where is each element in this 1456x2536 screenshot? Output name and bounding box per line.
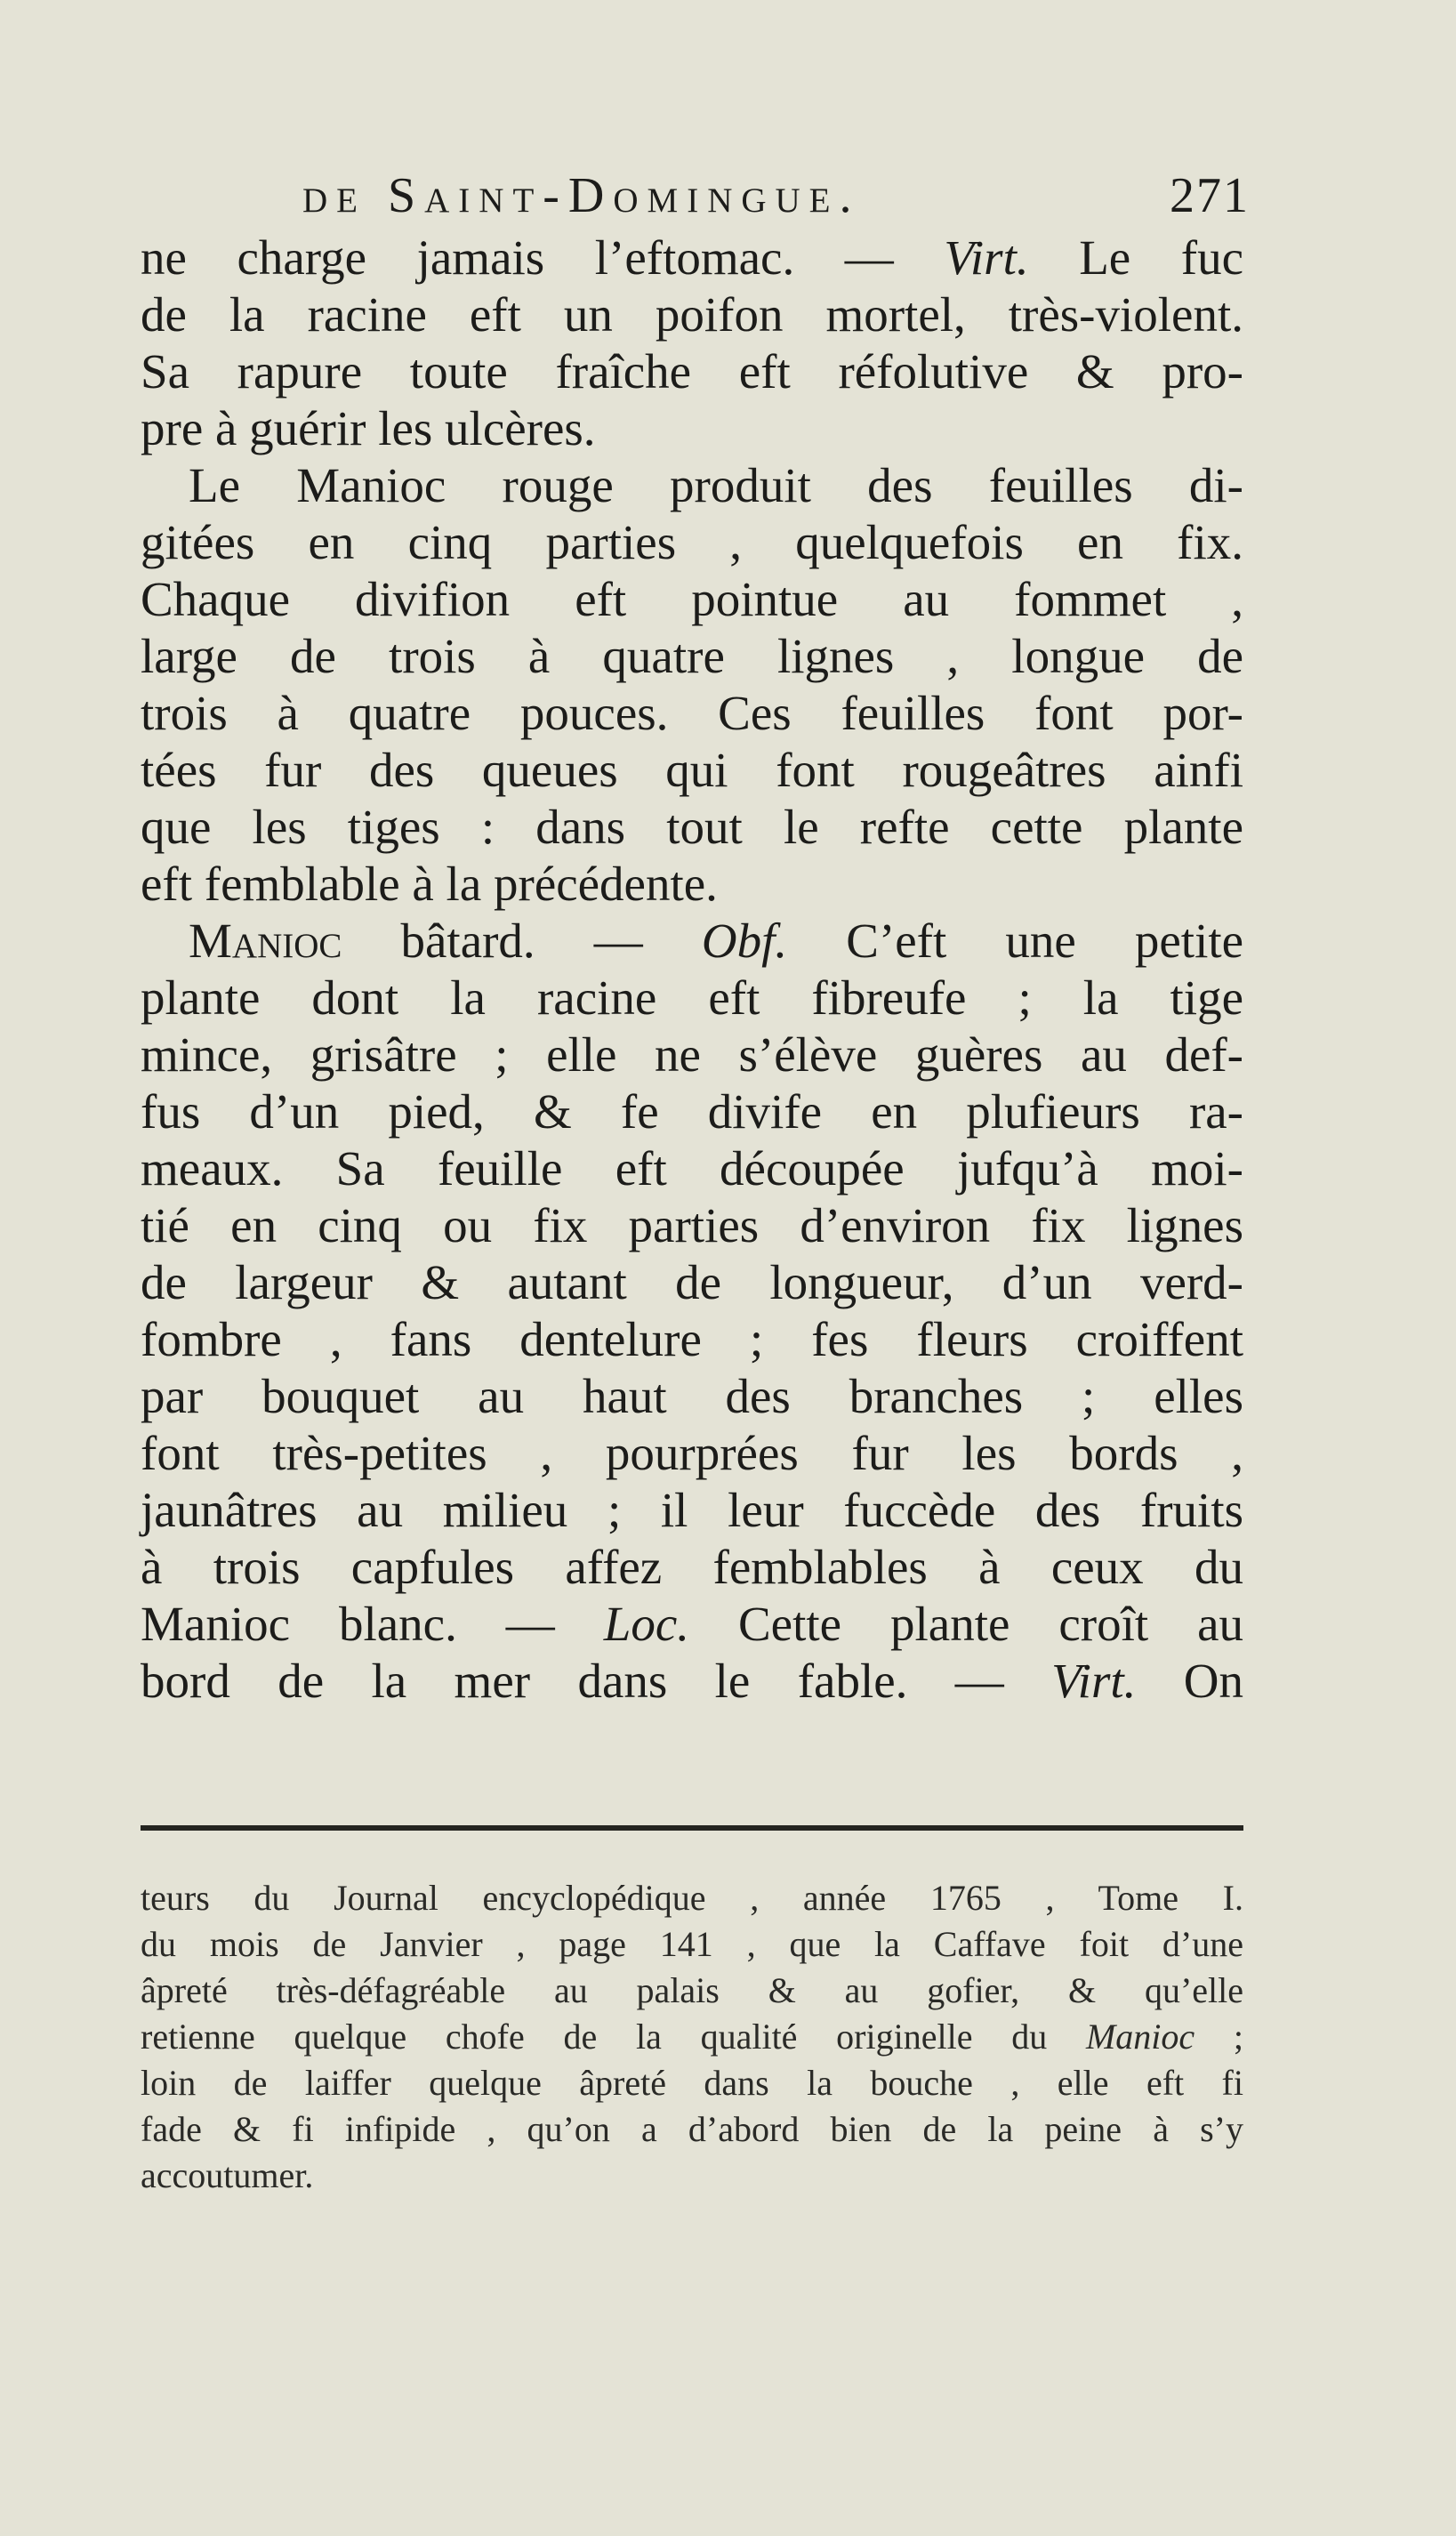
text-line: fus d’un pied, & fe divife en plufieurs ra- [141,1084,1243,1139]
entry-heading: Manioc [189,914,342,968]
manioc-label: Manioc [1085,2017,1195,2057]
text-line: Sa rapure toute fraîche eft réfolutive & pro- [141,344,1243,399]
virt-label: Virt. [944,230,1029,285]
text-line: ne charge jamais l’eftomac. — Virt. Le fuc [141,230,1243,285]
text-line: mince, grisâtre ; elle ne s’élève guères au def- [141,1027,1243,1082]
text-line: meaux. Sa feuille eft découpée jufqu’à moi- [141,1141,1243,1196]
footnote [141,1875,1243,2199]
text-line: tées fur des queues qui font rougeâtres ainfi [141,743,1243,797]
text-line: à trois capfules affez femblables à ceux du [141,1540,1243,1594]
virt-label: Virt. [1051,1654,1137,1708]
obf-label: Obf. [701,914,788,968]
text-line: gitées en cinq parties , quelquefois en fix. [141,515,1243,569]
text-line: Manioc bâtard. — Obf. C’eft une petite [189,914,1244,968]
text-line: de la racine eft un poifon mortel, très-violent. [141,287,1243,342]
footnote-line: teurs du Journal encyclopédique , année 1765 , Tome I. [141,1878,1243,1918]
loc-label: Loc. [603,1597,690,1651]
text-line: pre à guérir les ulcères. [141,401,596,455]
text-line: Le Manioc rouge produit des feuilles di- [189,458,1243,512]
text-line: par bouquet au haut des branches ; elles [141,1369,1243,1423]
text-line: fombre , fans dentelure ; fes fleurs croiffent [141,1312,1243,1366]
running-title: de Saint-Domingue. [302,168,861,223]
text-line: font très-petites , pourprées fur les bords , [141,1426,1243,1480]
footnote-line: fade & fi infipide , qu’on a d’abord bien de la peine à s’y [141,2109,1243,2149]
text-line: bord de la mer dans le fable. — Virt. On [141,1654,1244,1708]
page-number: 271 [1170,168,1250,223]
footnote-rule [141,1825,1243,1831]
text-line: que les tiges : dans tout le refte cette plante [141,800,1243,854]
footnote-line: loin de laiffer quelque âpreté dans la bouche , elle eft fi [141,2063,1243,2103]
footnote-line: du mois de Janvier , page 141 , que la Caffave foit d’une [141,1924,1243,1964]
page-header [142,167,1250,224]
text-line: Chaque divifion eft pointue au fommet , [141,572,1243,626]
text-line: de largeur & autant de longueur, d’un verd- [141,1255,1243,1309]
text-line: eft femblable à la précédente. [141,857,718,911]
text-line: trois à quatre pouces. Ces feuilles font por- [141,686,1243,740]
text-line: Manioc blanc. — Loc. Cette plante croît au [141,1597,1244,1651]
text-line: plante dont la racine eft fibreufe ; la tige [141,970,1243,1025]
footnote-line: accoutumer. [141,2155,314,2195]
footnote-line: âpreté très-défagréable au palais & au gofier, & qu’elle [141,1970,1243,2010]
text-line: tié en cinq ou fix parties d’environ fix lignes [141,1198,1243,1252]
footnote-line: retienne quelque chofe de la qualité originelle du Manioc ; [141,2017,1244,2057]
text-line: large de trois à quatre lignes , longue de [141,629,1243,683]
main-text [141,229,1243,1710]
text-line: jaunâtres au milieu ; il leur fuccède des fruits [141,1483,1243,1537]
